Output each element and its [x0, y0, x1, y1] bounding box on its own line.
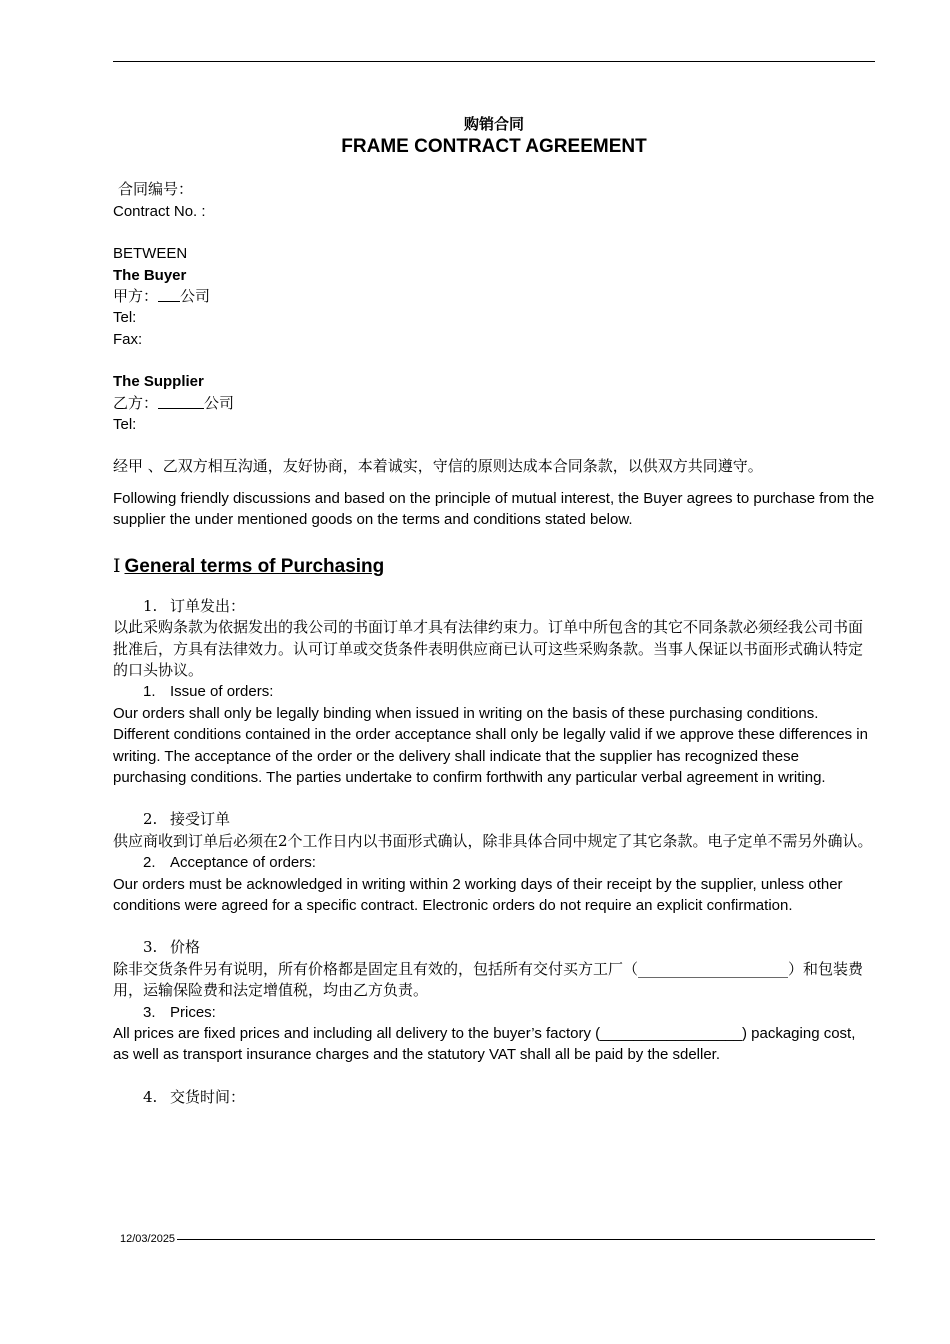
clause-title-cn: [113, 1087, 875, 1108]
buyer-suffix: 公司: [180, 287, 211, 306]
clause-title-en: [113, 852, 875, 873]
contract-no-en: Contract No. :: [113, 202, 206, 220]
title-english: FRAME CONTRACT AGREEMENT: [341, 136, 647, 158]
section-title: General terms of Purchasing: [124, 555, 385, 577]
clause-body-en: Our orders shall only be legally binding when issued in writing on the basis of these purchasing conditions. Different conditions contained in the order acceptance shall only be legally valid if we approve these differences in writing. The acceptance of the order or the delivery shall indicate that the supplier has recognized these purchasing conditions. The parties undertake to confirm forthwith any particular verbal agreement in writing.: [113, 704, 868, 786]
clause-number: 3.: [143, 938, 158, 957]
clause-body-cn: 供应商收到订单后必须在2个工作日内以书面形式确认，除非具体合同中规定了其它条款。电子定单不需另外确认。: [113, 831, 873, 850]
clause-title-en: [113, 1002, 875, 1023]
buyer-tel: Tel:: [113, 309, 137, 327]
contract-no-cn: 合同编号：: [118, 180, 194, 199]
intro-cn: 经甲 、乙双方相互沟通，友好协商，本着诚实，守信的原则达成本合同条款，以供双方共同遵守。: [113, 457, 763, 476]
clause-body-cn: 以此采购条款为依据发出的我公司的书面订单才具有法律约束力。订单中所包含的其它不同条款必须经我公司书面批准后，方具有法律效力。认可订单或交货条件表明供应商已认可这些采购条款。当事人保证以书面形式确认特定的口头协议。: [113, 618, 864, 679]
clause-heading: 价格: [170, 938, 201, 957]
intro-en: Following friendly discussions and based on the principle of mutual interest, the Buyer agrees to purchase from the supplier the under mentioned goods on the terms and conditions stated below.: [113, 489, 875, 529]
page-footer: [120, 1233, 875, 1245]
clause-heading: Acceptance of orders:: [170, 854, 316, 872]
clause-body-cn: 除非交货条件另有说明，所有价格都是固定且有效的，包括所有交付买方工厂（____________________）和包装费用，运输保险费和法定增值税，均由乙方负责。: [113, 959, 864, 1000]
buyer-label: The Buyer: [113, 266, 187, 284]
clause-title-cn: [113, 937, 875, 958]
clause-number: 2.: [143, 854, 156, 872]
clause-number: 1.: [143, 596, 158, 615]
header-rule: [113, 61, 875, 62]
clause-title-en: [113, 681, 875, 702]
clause-title-cn: [113, 596, 875, 617]
clause-number: 3.: [143, 1003, 156, 1021]
clause-body-en: Our orders must be acknowledged in writing within 2 working days of their receipt by the supplier, unless other conditions were agreed for a specific contract. Electronic orders do not require an explicit confirmation.: [113, 875, 843, 914]
footer-rule: [177, 1239, 875, 1240]
clause-number: 2.: [143, 810, 158, 829]
buyer-name-cn: [113, 286, 875, 307]
clause-heading: 接受订单: [170, 810, 231, 829]
clause-heading: 交货时间：: [170, 1087, 246, 1106]
footer-date: 12/03/2025: [120, 1233, 176, 1245]
clause-body-en: All prices are fixed prices and including all delivery to the buyer’s factory (_________________) packaging cost, as well as transport insurance charges and the statutory VAT shall all be paid by the sdeller.: [113, 1025, 856, 1064]
supplier-tel: Tel:: [113, 416, 137, 434]
supplier-label: The Supplier: [113, 373, 204, 391]
supplier-name-cn: [113, 393, 875, 414]
clause-title-cn: [113, 809, 875, 830]
buyer-name-blank: [158, 287, 180, 302]
section-roman: Ⅰ: [113, 554, 121, 577]
clause-heading: Issue of orders:: [170, 683, 274, 701]
buyer-fax: Fax:: [113, 330, 143, 348]
between-label: BETWEEN: [113, 245, 188, 263]
section-heading: [113, 553, 875, 580]
title-chinese: 购销合同: [463, 115, 524, 133]
clause-number: 4.: [143, 1087, 158, 1106]
document-page: [113, 112, 875, 1108]
supplier-suffix: 公司: [204, 393, 235, 412]
supplier-prefix: 乙方：: [113, 393, 159, 412]
clause-number: 1.: [143, 683, 156, 701]
supplier-name-blank: [158, 394, 204, 409]
clause-heading: Prices:: [170, 1003, 216, 1021]
clause-heading: 订单发出：: [170, 596, 246, 615]
buyer-prefix: 甲方：: [113, 287, 159, 306]
